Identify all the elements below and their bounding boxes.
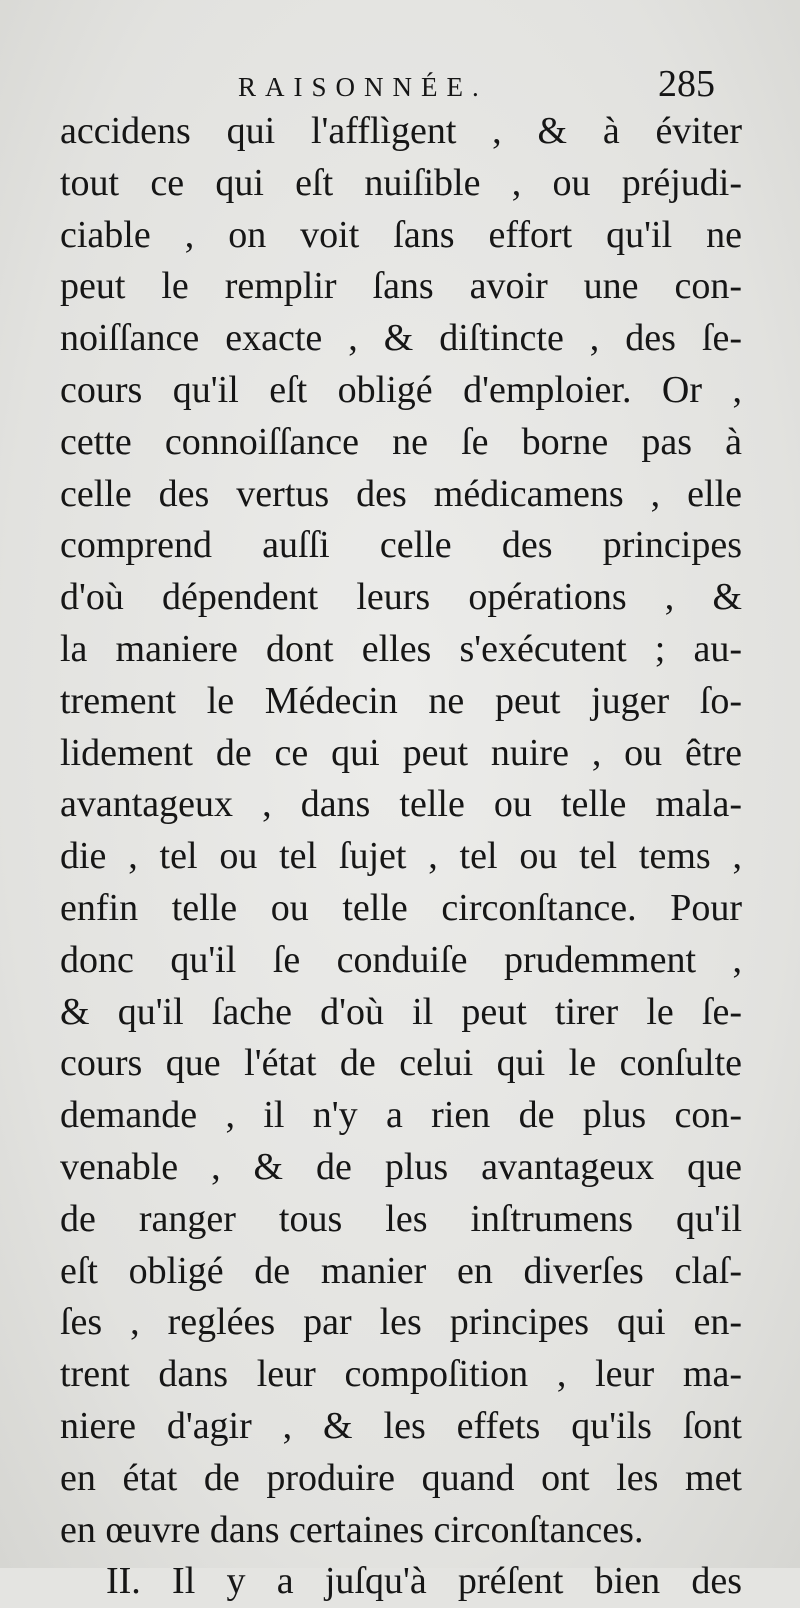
text-line: celle des vertus des médicamens , elle bbox=[60, 472, 742, 515]
text-line: peut le remplir ſans avoir une con- bbox=[60, 265, 742, 308]
text-line: d'où dépendent leurs opérations , & bbox=[60, 576, 742, 619]
text-line: & qu'il ſache d'où il peut tirer le ſe- bbox=[60, 990, 742, 1033]
text-line: venable , & de plus avantageux que bbox=[60, 1145, 742, 1188]
text-line: demande , il n'y a rien de plus con- bbox=[60, 1094, 742, 1137]
text-line: eſt obligé de manier en diverſes claſ- bbox=[60, 1249, 742, 1292]
text-line: trent dans leur compoſition , leur ma- bbox=[60, 1353, 742, 1396]
text-line: en œuvre dans certaines circonſtances. bbox=[60, 1508, 644, 1551]
text-line: la maniere dont elles s'exécutent ; au- bbox=[60, 627, 742, 670]
text-line: cette connoiſſance ne ſe borne pas à bbox=[60, 420, 742, 463]
text-line: avantageux , dans telle ou telle mala- bbox=[60, 783, 742, 826]
text-line: lidement de ce qui peut nuire , ou être bbox=[60, 731, 742, 774]
text-line: ſes , reglées par les principes qui en- bbox=[60, 1301, 742, 1344]
text-line: ciable , on voit ſans effort qu'il ne bbox=[60, 213, 742, 256]
text-line: donc qu'il ſe conduiſe prudemment , bbox=[60, 938, 742, 981]
text-line: die , tel ou tel ſujet , tel ou tel tems , bbox=[60, 835, 742, 878]
text-line: II. Il y a juſqu'à préſent bien des bbox=[106, 1560, 742, 1603]
page-header bbox=[0, 60, 800, 110]
text-line: enfin telle ou telle circonſtance. Pour bbox=[60, 886, 742, 929]
text-line: niere d'agir , & les effets qu'ils ſont bbox=[60, 1404, 742, 1447]
text-line: en état de produire quand ont les met bbox=[60, 1456, 742, 1499]
text-line: trement le Médecin ne peut juger ſo- bbox=[60, 679, 742, 722]
text-line: comprend auſſi celle des principes bbox=[60, 524, 742, 567]
text-line: noiſſance exacte , & diſtincte , des ſe- bbox=[60, 317, 742, 360]
text-line: tout ce qui eſt nuiſible , ou préjudi- bbox=[60, 161, 742, 204]
running-head: RAISONNÉE. bbox=[238, 72, 488, 102]
text-line: cours que l'état de celui qui le conſulte bbox=[60, 1042, 742, 1085]
text-line: cours qu'il eſt obligé d'emploier. Or , bbox=[60, 368, 742, 411]
page-number: 285 bbox=[658, 63, 715, 105]
body-text bbox=[60, 106, 742, 1608]
text-line: accidens qui l'afflìgent , & à éviter bbox=[60, 110, 742, 152]
text-line: de ranger tous les inſtrumens qu'il bbox=[60, 1197, 742, 1240]
